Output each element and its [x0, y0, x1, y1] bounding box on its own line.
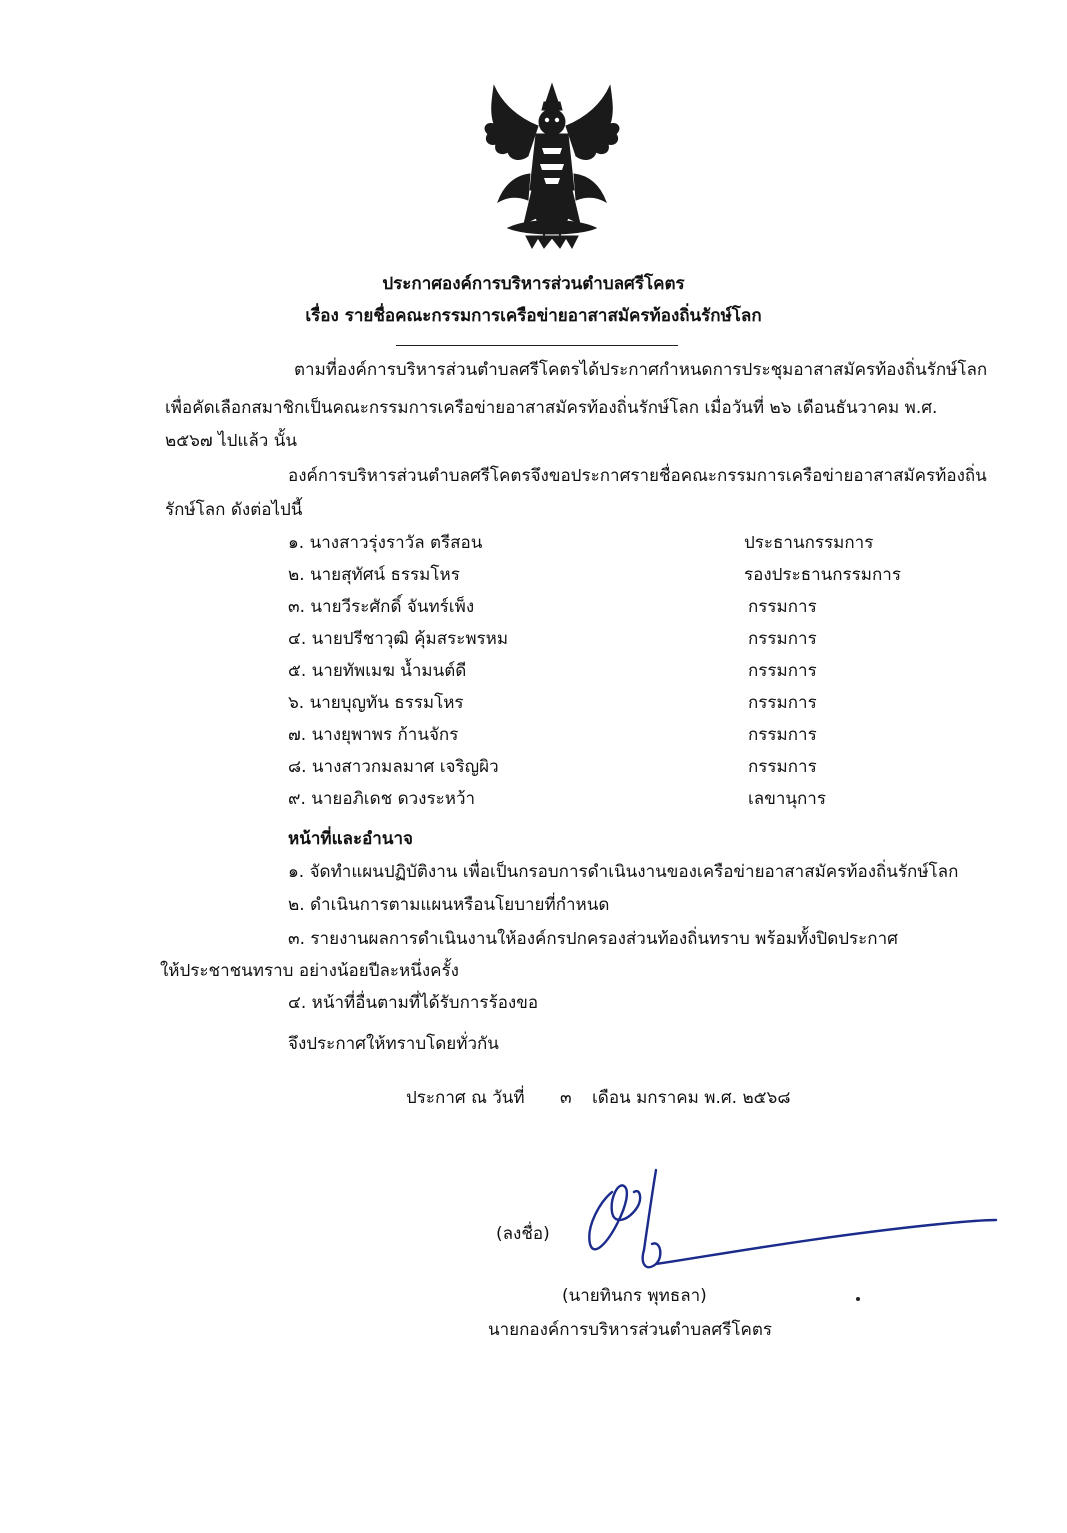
announcement-subject: เรื่อง รายชื่อคณะกรรมการเครือข่ายอาสาสมัครท้องถิ่นรักษ์โลก — [305, 306, 762, 326]
member-name: ๘. นางสาวกมลมาศ เจริญผิว — [288, 757, 499, 777]
member-position: ประธานกรรมการ — [744, 533, 874, 553]
date-suffix: เดือน มกราคม พ.ศ. ๒๕๖๘ — [592, 1088, 791, 1108]
intro-paragraph-1-line-1: ตามที่องค์การบริหารส่วนตำบลศรีโคตรได้ประกาศกำหนดการประชุมอาสาสมัครท้องถิ่นรักษ์โลก — [294, 360, 988, 380]
member-position: กรรมการ — [748, 597, 817, 617]
member-position: กรรมการ — [748, 661, 817, 681]
member-name: ๒. นายสุทัศน์ ธรรมโหร — [288, 565, 460, 585]
header-divider — [396, 345, 678, 346]
signer-name: (นายทินกร พุทธลา) — [562, 1286, 707, 1306]
signer-title: นายกองค์การบริหารส่วนตำบลศรีโคตร — [488, 1320, 773, 1340]
member-name: ๙. นายอภิเดช ดวงระหว้า — [288, 789, 476, 809]
member-position: กรรมการ — [748, 693, 817, 713]
ink-dot — [856, 1297, 860, 1301]
intro-paragraph-2-line-1: องค์การบริหารส่วนตำบลศรีโคตรจึงขอประกาศรายชื่อคณะกรรมการเครือข่ายอาสาสมัครท้องถิ่น — [288, 466, 987, 486]
sign-label: (ลงชื่อ) — [496, 1224, 550, 1244]
date-day: ๓ — [560, 1088, 572, 1108]
intro-paragraph-2-line-2: รักษ์โลก ดังต่อไปนี้ — [165, 500, 303, 520]
duty-item-4: ๔. หน้าที่อื่นตามที่ได้รับการร้องขอ — [288, 993, 539, 1013]
member-name: ๕. นายทัพเมฆ น้ำมนต์ดี — [288, 661, 467, 681]
member-position: กรรมการ — [748, 725, 817, 745]
date-prefix: ประกาศ ณ วันที่ — [406, 1088, 525, 1108]
duty-item-3-line-1: ๓. รายงานผลการดำเนินงานให้องค์กรปกครองส่วนท้องถิ่นทราบ พร้อมทั้งปิดประกาศ — [288, 929, 898, 949]
closing-text: จึงประกาศให้ทราบโดยทั่วกัน — [288, 1034, 499, 1054]
member-name: ๑. นางสาวรุ่งราวัล ตรีสอน — [288, 533, 483, 553]
garuda-seal-icon — [478, 78, 626, 250]
intro-paragraph-1-line-2: เพื่อคัดเลือกสมาชิกเป็นคณะกรรมการเครือข่ายอาสาสมัครท้องถิ่นรักษ์โลก เมื่อวันที่ ๒๖ เดือนธันวาคม พ.ศ. — [165, 398, 938, 418]
duty-item-3-line-2: ให้ประชาชนทราบ อย่างน้อยปีละหนึ่งครั้ง — [160, 961, 459, 981]
member-name: ๓. นายวีระศักดิ์ จันทร์เพ็ง — [288, 597, 475, 617]
duties-heading: หน้าที่และอำนาจ — [288, 829, 413, 849]
member-position: รองประธานกรรมการ — [744, 565, 901, 585]
member-name: ๗. นางยุพาพร ก้านจักร — [288, 725, 459, 745]
handwritten-signature — [560, 1160, 1000, 1280]
member-name: ๖. นายบุญทัน ธรรมโหร — [288, 693, 464, 713]
intro-paragraph-1-line-3: ๒๕๖๗ ไปแล้ว นั้น — [165, 431, 297, 451]
member-position: เลขานุการ — [748, 789, 826, 809]
duty-item-1: ๑. จัดทำแผนปฏิบัติงาน เพื่อเป็นกรอบการดำเนินงานของเครือข่ายอาสาสมัครท้องถิ่นรักษ์โลก — [288, 862, 959, 882]
member-position: กรรมการ — [748, 629, 817, 649]
member-name: ๔. นายปรีชาวุฒิ คุ้มสระพรหม — [288, 629, 509, 649]
duty-item-2: ๒. ดำเนินการตามแผนหรือนโยบายที่กำหนด — [288, 895, 610, 915]
member-position: กรรมการ — [748, 757, 817, 777]
announcement-title: ประกาศองค์การบริหารส่วนตำบลศรีโคตร — [382, 274, 685, 294]
